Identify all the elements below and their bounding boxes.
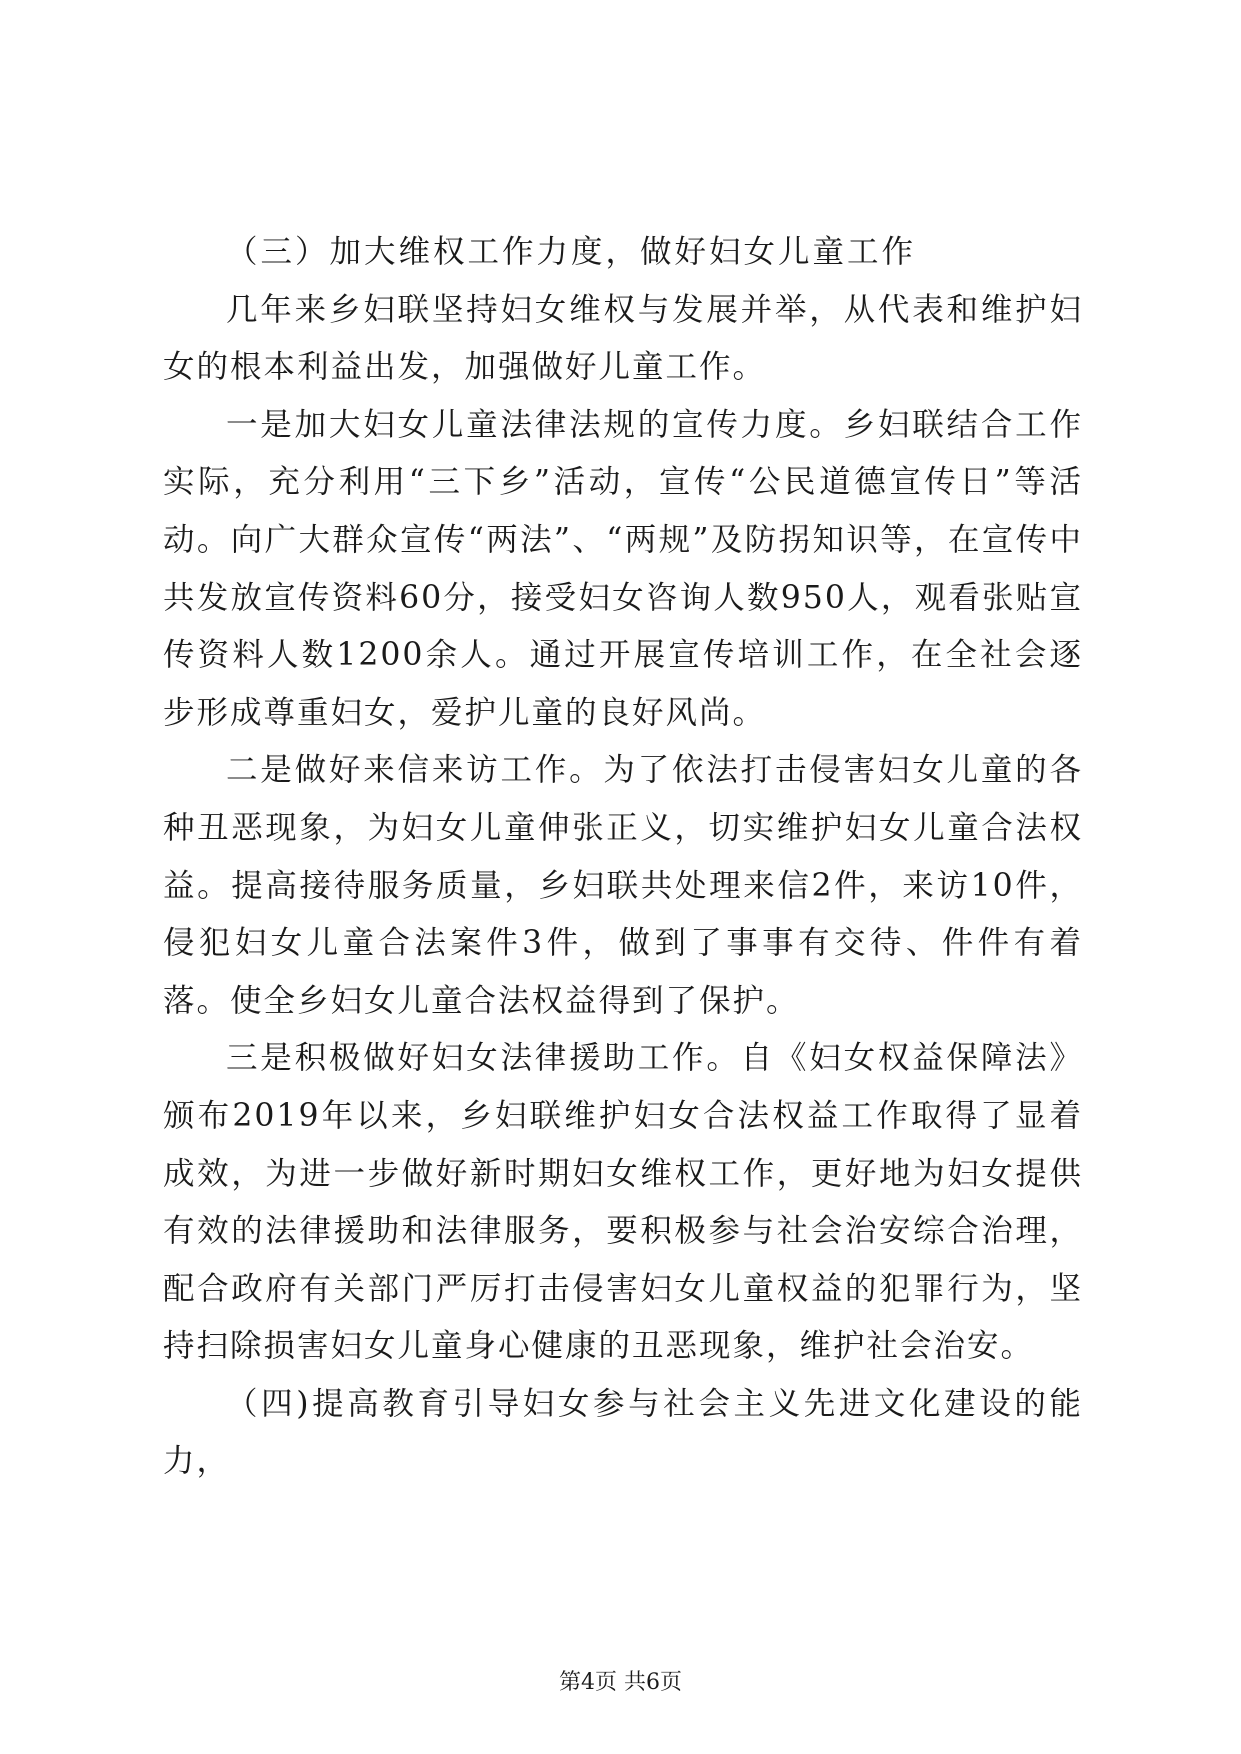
- document-body: [163, 224, 1083, 1491]
- section-heading-four: （四)提高教育引导妇女参与社会主义先进文化建设的能力，: [163, 1385, 1083, 1480]
- page-number-footer: 第4页 共6页: [559, 1670, 682, 1695]
- paragraph-point-three: 三是积极做好妇女法律援助工作。自《妇女权益保障法》颁布2019年以来，乡妇联维护妇女合法权益工作取得了显着成效，为进一步做好新时期妇女维权工作，更好地为妇女提供有效的法律援助和法律服务，要积极参与社会治安综合治理，配合政府有关部门严厉打击侵害妇女儿童权益的犯罪行为，坚持扫除损害妇女儿童身心健康的丑恶现象，维护社会治安。: [163, 1040, 1083, 1365]
- paragraph-point-one: 一是加大妇女儿童法律法规的宣传力度。乡妇联结合工作实际，充分利用“三下乡”活动，宣传“公民道德宣传日”等活动。向广大群众宣传“两法”、“两规”及防拐知识等，在宣传中共发放宣传资料60分，接受妇女咨询人数950人，观看张贴宣传资料人数1200余人。通过开展宣传培训工作，在全社会逐步形成尊重妇女，爱护儿童的良好风尚。: [163, 406, 1083, 731]
- paragraph-point-two: 二是做好来信来访工作。为了依法打击侵害妇女儿童的各种丑恶现象，为妇女儿童伸张正义，切实维护妇女儿童合法权益。提高接待服务质量，乡妇联共处理来信2件，来访10件，侵犯妇女儿童合法案件3件，做到了事事有交待、件件有着落。使全乡妇女儿童合法权益得到了保护。: [163, 752, 1083, 1019]
- paragraph-intro: 几年来乡妇联坚持妇女维权与发展并举，从代表和维护妇女的根本利益出发，加强做好儿童工作。: [163, 291, 1083, 386]
- section-heading: （三）加大维权工作力度，做好妇女儿童工作: [226, 234, 917, 270]
